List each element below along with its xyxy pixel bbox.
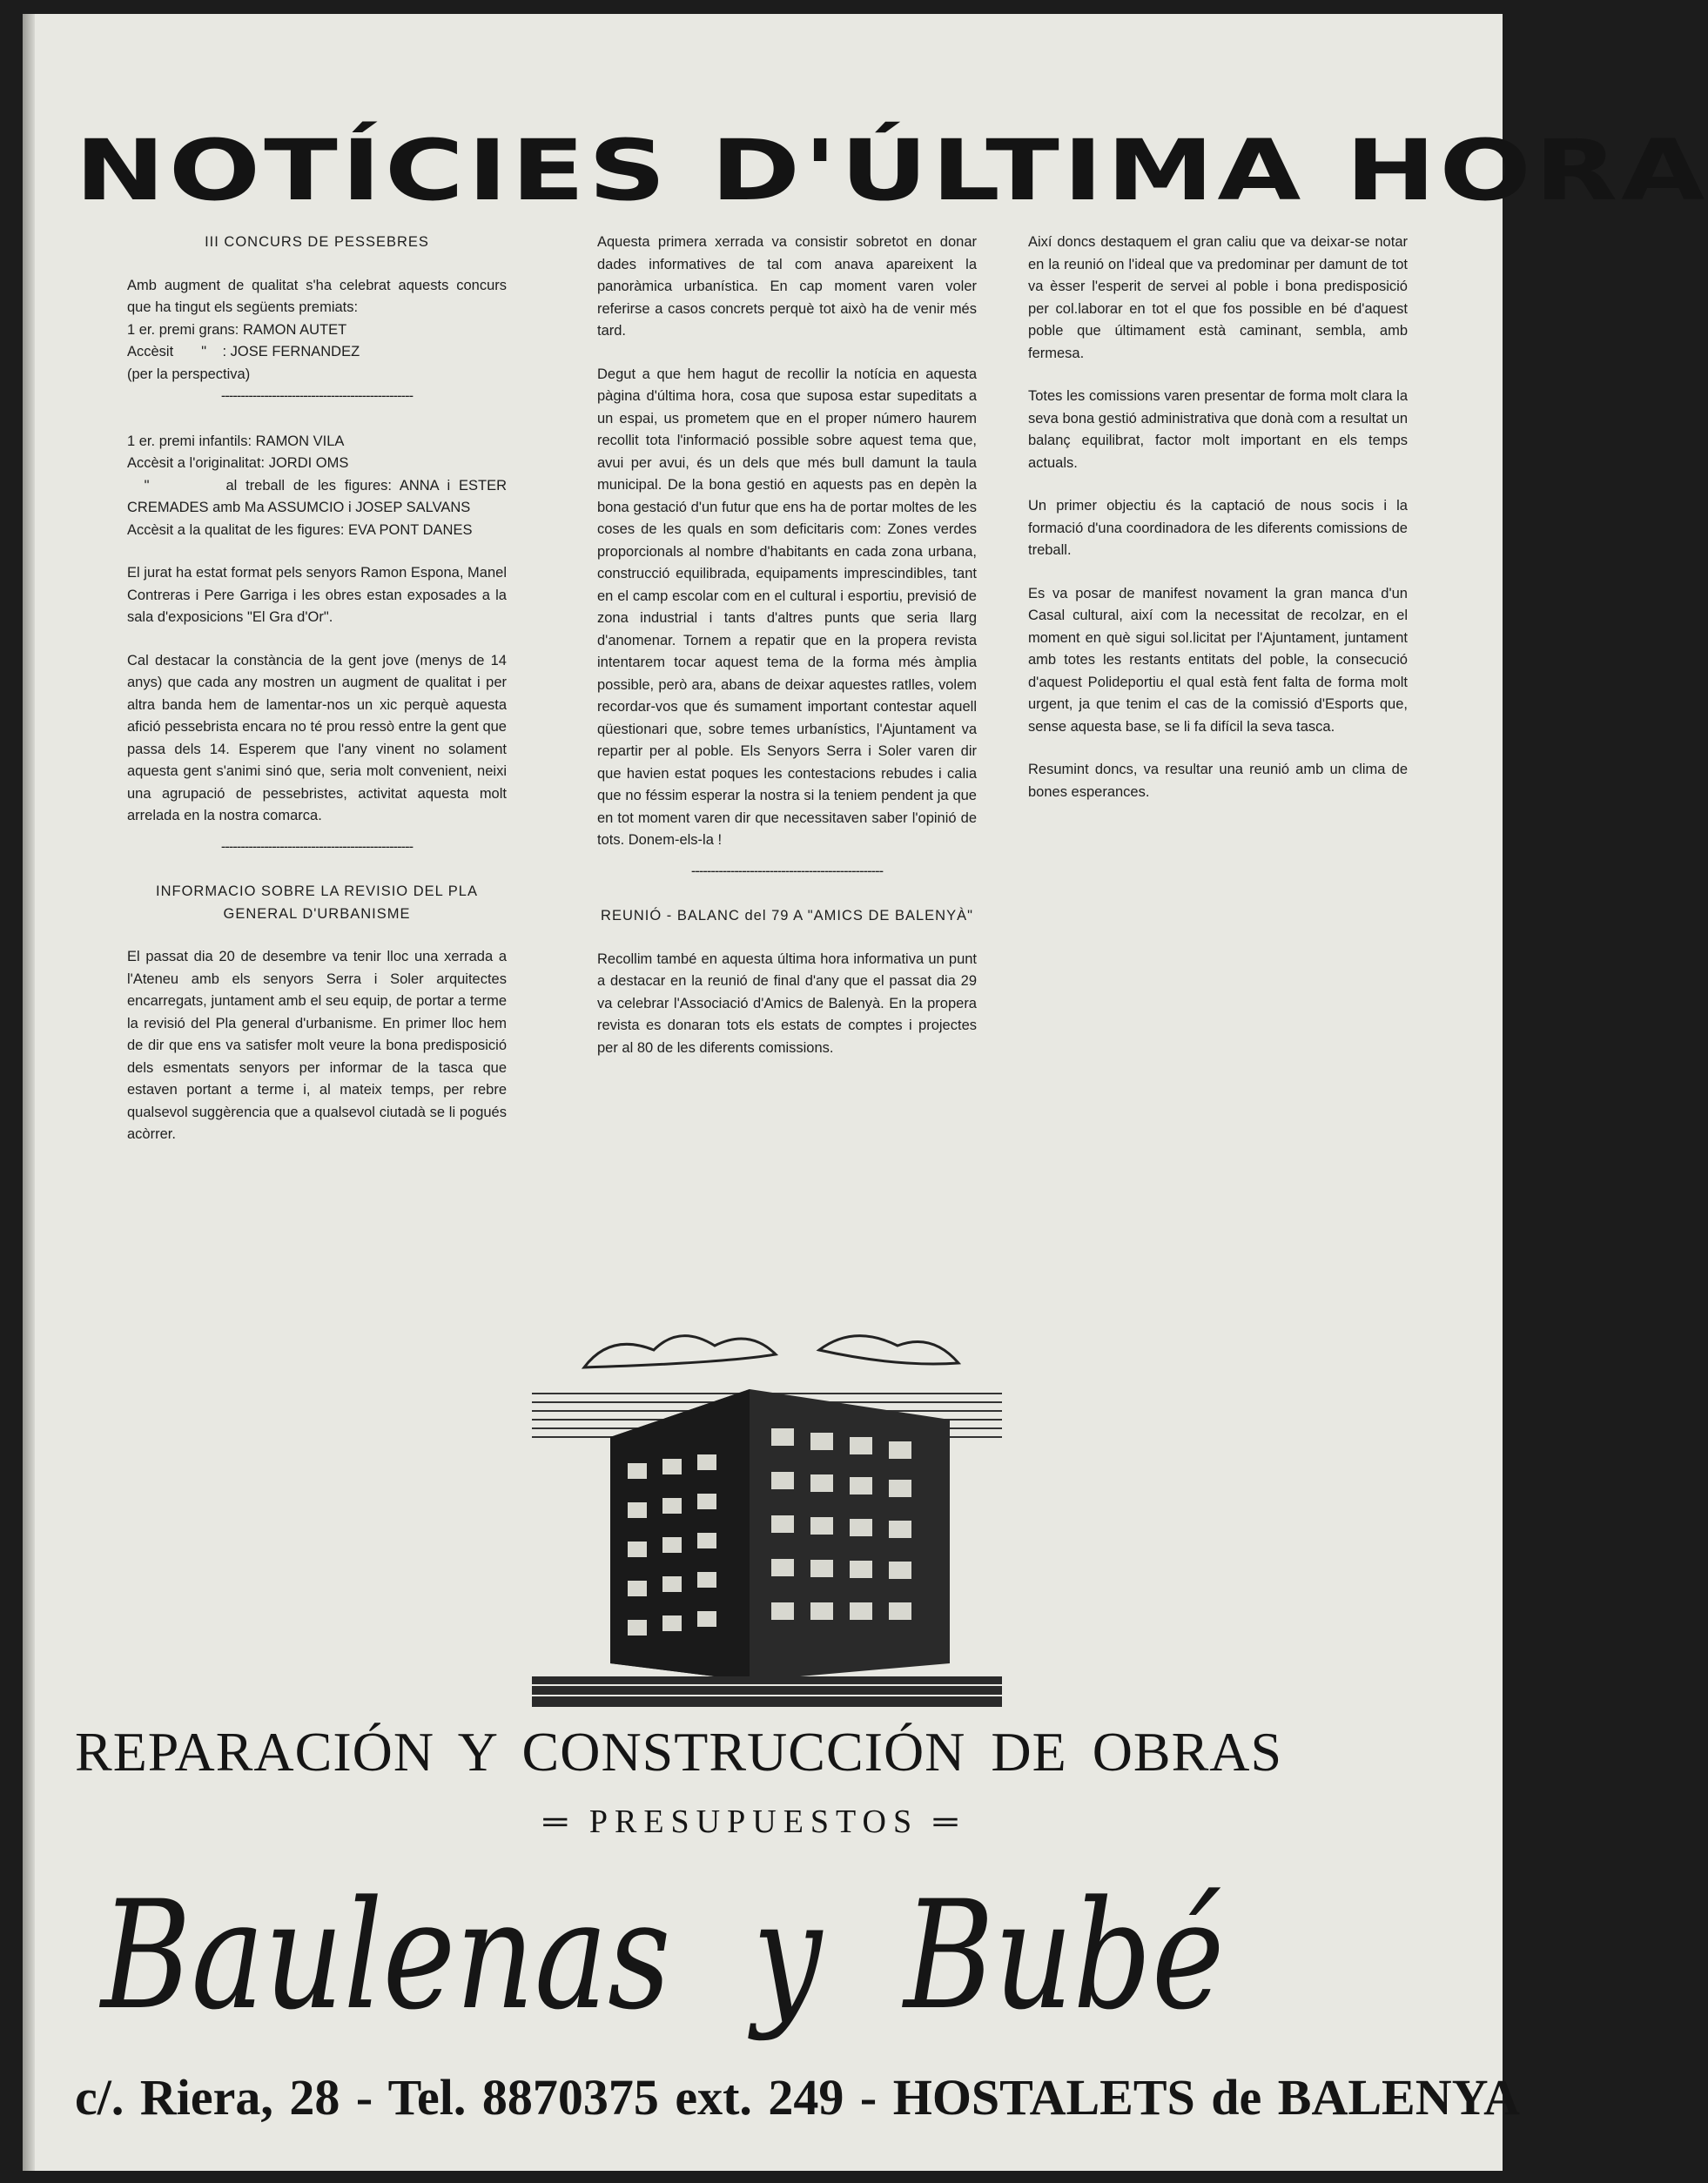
separator: ------------------------------------------------- <box>690 863 884 879</box>
prize-line: Accèsit " : JOSE FERNANDEZ <box>127 344 360 359</box>
magazine-page <box>23 14 1708 2171</box>
section-heading-urbanisme: INFORMACIO SOBRE LA REVISIO DEL PLA GENERAL D'URBANISME <box>156 883 478 922</box>
column-1 <box>127 232 511 1167</box>
paragraph: El passat dia 20 de desembre va tenir lloc una xerrada a l'Ateneu amb els senyors Serra i Soler arquitectes encarregats, juntament amb el seu equip, de portar a terme la revisió del Pla general d'urbanisme. En primer lloc hem de dir que ens va satisfer molt veure la bona predisposició dels esmentats senyors per informar de la tasca que estaven portant a terme i, al mateix temps, per rebre qualsevol suggèrencia que a qualsevol ciutadà se li pogués acòrrer. <box>127 949 507 1142</box>
ad-subtitle: ═ PRESUPUESTOS ═ <box>543 1803 965 1840</box>
ad-address: c/. Riera, 28 - Tel. 8870375 ext. 249 - HOSTALETS de BALENYA <box>75 2069 1521 2126</box>
column-3 <box>1028 232 1408 824</box>
section-heading-reunio: REUNIÓ - BALANC del 79 A "AMICS DE BALENYÀ" <box>601 908 973 924</box>
paragraph: Es va posar de manifest novament la gran manca d'un Casal cultural, així com la necessitat de recolzar, en el moment en què sigui sol.licitat per l'Ajuntament, juntament amb totes les restants entitats del poble, la consecució d'aquest Polideportiu el qual està fent falta de forma molt urgent, ja que tenim el cas de la comissió d'Esports que, sense aquesta base, se li fa difícil la seva tasca. <box>1028 585 1408 735</box>
column-2 <box>597 232 977 1080</box>
prize-line: Accèsit a l'originalitat: JORDI OMS <box>127 455 349 471</box>
paragraph: El jurat ha estat format pels senyors Ramon Espona, Manel Contreras i Pere Garriga i les obres estan exposades a la sala d'exposicions "El Gra d'Or". <box>127 565 507 625</box>
paragraph: Amb augment de qualitat s'ha celebrat aquests concurs que ha tingut els següents premiats: <box>127 277 507 315</box>
paragraph: Degut a que hem hagut de recollir la notícia en aquesta pàgina d'última hora, cosa que suposa estar supeditats a un espai, us prometem que en el proper número haurem recollit tota l'informació possible sobre aquest tema que, avui per avui, és un dels que més bull damunt la taula municipal. De la bona gestió en aquests pas en depèn la bona gestació d'un futur que ens ha de portar moltes de les coses de les quals en som deficitaris com: Zones verdes proporcionals al nombre d'habitants en cada zona urbana, construcció equilibrada, equipaments imprescindibles, tant en el camp escolar com en el cultural i esportiu, previsió de zona industrial i tants d'altres punts que seria llarg d'anomenar. Tornem a repatir que en la propera revista intentarem tocar aquest tema de la forma més àmplia possible, però ara, abans de deixar aquestes ratlles, volem recordar-vos que és sumament important contestar aquell qüestionari que, sobre temes urbanístics, l'Ajuntament va repartir per al poble. Els Senyors Serra i Soler varen dir que havien estat poques les contestacions rebudes i calia que no féssim esperar la nostra si la teniem pendent ja que en tot moment varen dir que necessitaven saber l'opinió de tots. Donem-els-la ! <box>597 366 977 848</box>
masthead-title: NOTÍCIES D'ÚLTIMA HORA <box>75 121 1708 220</box>
paragraph: Així doncs destaquem el gran caliu que va deixar-se notar en la reunió on l'ideal que va predominar per damunt de tot va èsser l'esperit de servei al poble i bona predisposició per col.laborar en tot el que fos possible en bé d'aquest poble que últimament està caminant, sembla, amb fermesa. <box>1028 234 1408 361</box>
separator: ------------------------------------------------- <box>220 838 414 855</box>
paragraph: Resumint doncs, va resultar una reunió amb un clima de bones esperances. <box>1028 762 1408 800</box>
paragraph: Un primer objectiu és la captació de nous socis i la formació d'una coordinadora de les diferents comissions de treball. <box>1028 498 1408 558</box>
ad-title: REPARACIÓN Y CONSTRUCCIÓN DE OBRAS <box>75 1721 1283 1783</box>
paragraph: Recollim també en aquesta última hora informativa un punt a destacar en la reunió de final d'any que el passat dia 29 va celebrar l'Associació d'Amics de Balenyà. En la propera revista es donaran tots els estats de comptes i projectes per al 80 de les diferents comissions. <box>597 950 977 1056</box>
ad-company-name: Baulenas y Bubé <box>101 1868 1225 2043</box>
prize-line: 1 er. premi grans: RAMON AUTET <box>127 321 347 338</box>
page-binding-edge <box>23 14 35 2171</box>
building-illustration <box>532 1315 1002 1707</box>
separator: ------------------------------------------------- <box>220 388 414 404</box>
paragraph: Cal destacar la constància de la gent jove (menys de 14 anys) que cada any mostren un augment de qualitat i per altra banda hem de lamentar-nos un xic perquè aquesta afició pessebrista encara no té prou ressò entre la gent que passa dels 14. Esperem que l'any vinent no solament aquesta gent s'animi sinó que, seria molt convenient, neixi una agrupació de pessebristes, activitat aquesta molt arrelada en la nostra comarca. <box>127 652 507 823</box>
prize-line: " al treball de les figures: ANNA i ESTER CREMADES amb Ma ASSUMCIO i JOSEP SALVANS <box>127 477 511 515</box>
prize-line: (per la perspectiva) <box>127 366 251 382</box>
paragraph: Aquesta primera xerrada va consistir sobretot en donar dades informatives de tal com anava apareixent la panoràmica urbanística. En cap moment varen voler referirse a casos concrets perquè tot això ha de venir més tard. <box>597 234 977 339</box>
section-heading-pessebres: III CONCURS DE PESSEBRES <box>205 234 429 250</box>
prize-line: Accèsit a la qualitat de les figures: EVA PONT DANES <box>127 521 473 538</box>
paragraph: Totes les comissions varen presentar de forma molt clara la seva bona gestió administrativa que donà com a resultat un balanç equilibrat, factor molt important en els temps actuals. <box>1028 388 1408 471</box>
prize-line: 1 er. premi infantils: RAMON VILA <box>127 433 345 449</box>
